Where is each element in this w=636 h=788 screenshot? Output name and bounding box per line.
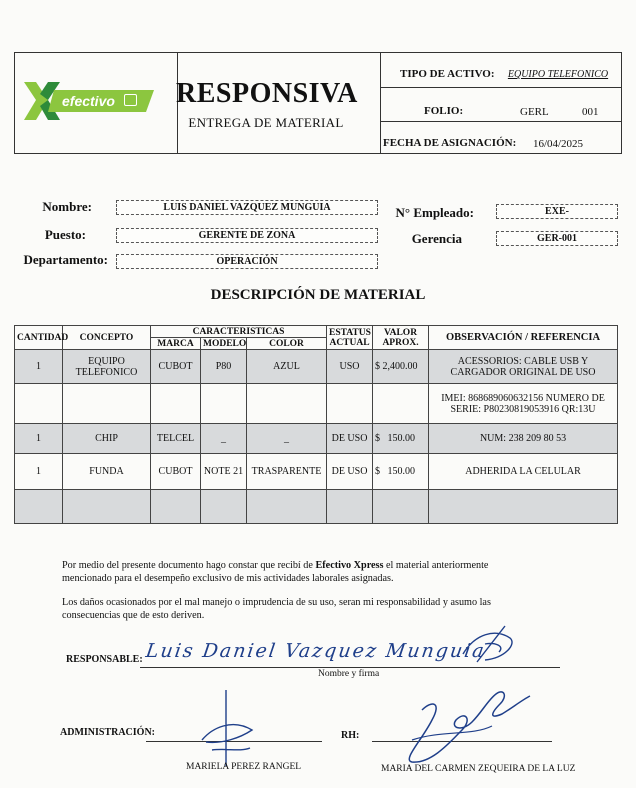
nombre-firma-caption: Nombre y firma [318, 669, 380, 679]
empleado-field: EXE- [496, 204, 618, 219]
nombre-label: Nombre: [42, 199, 92, 214]
cell-valor [373, 350, 429, 384]
fecha-value: 16/04/2025 [532, 138, 584, 150]
cell-observacion: ACESSORIOS: CABLE USB Y CARGADOR ORIGINAL DE USO [429, 350, 618, 384]
header-valor: VALOR APROX. [373, 326, 429, 350]
liability-paragraph: Los daños ocasionados por el mal manejo o imprudencia de su uso, seran mi responsabilidad y asumo las consecuencias que de esto deriven. [62, 597, 491, 621]
cell-cantidad [15, 384, 63, 424]
currency-symbol: $ [375, 433, 381, 444]
cell-cantidad: 1 [15, 424, 63, 454]
folio-prefix: GERL [520, 106, 549, 118]
cell-valor [373, 424, 429, 454]
folio-label: FOLIO: [424, 105, 464, 117]
cell-marca: TELCEL [151, 424, 201, 454]
cell-observacion: NUM: 238 209 80 53 [429, 424, 618, 454]
value-amount: 2,400.00 [382, 361, 418, 372]
admin-name: MARIELA PEREZ RANGEL [186, 762, 302, 772]
rh-name: MARIA DEL CARMEN ZEQUEIRA DE LA LUZ [381, 764, 576, 774]
logo-text: efectivo [62, 93, 115, 109]
responsable-signature-icon [455, 624, 525, 669]
cell-cantidad: 1 [15, 350, 63, 384]
header-color: COLOR [247, 338, 327, 350]
cell-color: _ [247, 424, 327, 454]
header-observacion: OBSERVACIÓN / REFERENCIA [429, 326, 618, 350]
cell-modelo: NOTE 21 [201, 454, 247, 490]
cell-estatus: DE USO [327, 454, 373, 490]
gerencia-label: Gerencia [411, 231, 462, 246]
rh-label: RH: [341, 730, 360, 741]
table-row-empty [15, 490, 618, 524]
section-title: DESCRIPCIÓN DE MATERIAL [210, 287, 426, 303]
cell-concepto [63, 384, 151, 424]
cell-color: TRASPARENTE [247, 454, 327, 490]
cell-observacion: ADHERIDA LA CELULAR [429, 454, 618, 490]
table-row [15, 424, 618, 454]
header-marca: MARCA [151, 338, 201, 350]
cell-marca: CUBOT [151, 350, 201, 384]
responsable-label: RESPONSABLE: [66, 654, 143, 665]
table-row [15, 384, 618, 424]
cell-estatus: USO [327, 350, 373, 384]
folio-number: 001 [582, 106, 599, 118]
company-name: Efectivo Xpress [315, 560, 384, 571]
tipo-activo-value: EQUIPO TELEFONICO [507, 69, 609, 80]
document-title: RESPONSIVA [176, 78, 358, 109]
value-amount: 150.00 [387, 466, 416, 477]
cell-observacion: IMEI: 868689060632156 NUMERO DE SERIE: P80230819053916 QR:13U [429, 384, 618, 424]
cell-marca: CUBOT [151, 454, 201, 490]
rh-signature-icon [392, 670, 532, 770]
table-row [15, 350, 618, 384]
material-table [14, 325, 618, 524]
cell-color: AZUL [247, 350, 327, 384]
cell-concepto: FUNDA [63, 454, 151, 490]
value-amount: 150.00 [387, 433, 416, 444]
header-modelo: MODELO [201, 338, 247, 350]
tipo-activo-label: TIPO DE ACTIVO: [400, 68, 495, 80]
departamento-label: Departamento: [23, 252, 108, 267]
responsable-handwritten-name: Luis Daniel Vazquez Munguia [144, 640, 488, 662]
cell-estatus: DE USO [327, 424, 373, 454]
cell-modelo: _ [201, 424, 247, 454]
cell-concepto: CHIP [63, 424, 151, 454]
declaration-paragraph: Por medio del presente documento hago constar que recibí de Efectivo Xpress el material anteriormente mencionado para el desempeño exclusivo de mis actividades laborales asignadas. [62, 560, 489, 584]
cell-valor [373, 454, 429, 490]
cell-modelo [201, 384, 247, 424]
table-row [15, 454, 618, 490]
admin-signature-icon [192, 688, 262, 768]
document-subtitle: ENTREGA DE MATERIAL [188, 115, 344, 130]
cell-cantidad: 1 [15, 454, 63, 490]
empleado-label: N° Empleado: [395, 205, 474, 220]
header-concepto: CONCEPTO [63, 326, 151, 350]
puesto-field: GERENTE DE ZONA [116, 228, 378, 243]
header-estatus: ESTATUS ACTUAL [327, 326, 373, 350]
gerencia-field: GER-001 [496, 231, 618, 246]
cell-estatus [327, 384, 373, 424]
admin-label: ADMINISTRACIÓN: [60, 727, 156, 738]
company-logo [18, 80, 158, 124]
cell-valor [373, 384, 429, 424]
logo-box-icon [124, 94, 137, 106]
cell-modelo: P80 [201, 350, 247, 384]
currency-symbol: $ [375, 361, 381, 372]
header-caracteristicas: CARACTERISTICAS [151, 326, 327, 338]
header-cantidad: CANTIDAD [15, 326, 63, 350]
cell-color [247, 384, 327, 424]
puesto-label: Puesto: [44, 227, 86, 242]
cell-marca [151, 384, 201, 424]
nombre-field: LUIS DANIEL VAZQUEZ MUNGUIA [116, 200, 378, 215]
cell-concepto: EQUIPO TELEFONICO [63, 350, 151, 384]
departamento-field: OPERACIÓN [116, 254, 378, 269]
fecha-label: FECHA DE ASIGNACIÓN: [383, 137, 517, 149]
currency-symbol: $ [375, 466, 381, 477]
